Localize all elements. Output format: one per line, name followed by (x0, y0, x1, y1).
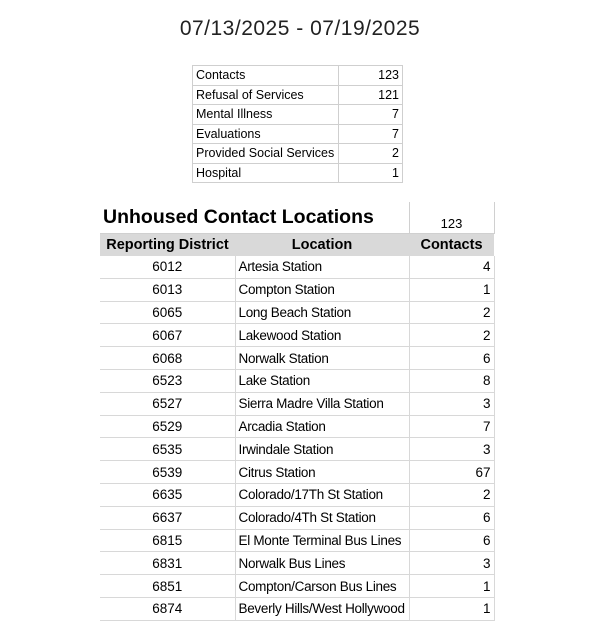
table-row (100, 347, 494, 370)
locations-table (100, 202, 495, 621)
district-cell: 6065 (100, 301, 235, 324)
contacts-cell: 3 (409, 392, 494, 415)
table-row (100, 369, 494, 392)
location-cell: Beverly Hills/West Hollywood (235, 597, 409, 620)
location-cell: Arcadia Station (235, 415, 409, 438)
location-cell: Compton Station (235, 278, 409, 301)
table-row (100, 324, 494, 347)
summary-label: Refusal of Services (193, 85, 339, 105)
table-row (100, 506, 494, 529)
summary-row (193, 85, 403, 105)
contacts-cell: 6 (409, 506, 494, 529)
district-cell: 6637 (100, 506, 235, 529)
location-cell: Citrus Station (235, 461, 409, 484)
table-row (100, 415, 494, 438)
table-row (100, 461, 494, 484)
summary-row (193, 124, 403, 144)
table-row (100, 575, 494, 598)
table-row (100, 392, 494, 415)
locations-total: 123 (409, 202, 494, 234)
locations-title-row (100, 202, 494, 234)
header-contacts: Contacts (409, 234, 494, 257)
district-cell: 6635 (100, 483, 235, 506)
district-cell: 6529 (100, 415, 235, 438)
table-row (100, 552, 494, 575)
contacts-cell: 3 (409, 552, 494, 575)
summary-value: 123 (339, 66, 403, 86)
header-location: Location (235, 234, 409, 257)
contacts-cell: 1 (409, 278, 494, 301)
locations-header-row (100, 234, 494, 257)
summary-row (193, 163, 403, 183)
district-cell: 6539 (100, 461, 235, 484)
table-row (100, 256, 494, 278)
location-cell: Sierra Madre Villa Station (235, 392, 409, 415)
table-row (100, 301, 494, 324)
district-cell: 6535 (100, 438, 235, 461)
district-cell: 6874 (100, 597, 235, 620)
location-cell: Lakewood Station (235, 324, 409, 347)
summary-label: Hospital (193, 163, 339, 183)
location-cell: Colorado/17Th St Station (235, 483, 409, 506)
location-cell: Colorado/4Th St Station (235, 506, 409, 529)
summary-row (193, 144, 403, 164)
summary-value: 2 (339, 144, 403, 164)
contacts-cell: 1 (409, 575, 494, 598)
contacts-cell: 7 (409, 415, 494, 438)
summary-row (193, 105, 403, 125)
district-cell: 6067 (100, 324, 235, 347)
summary-value: 7 (339, 105, 403, 125)
location-cell: Artesia Station (235, 256, 409, 278)
summary-label: Provided Social Services (193, 144, 339, 164)
contacts-cell: 2 (409, 324, 494, 347)
district-cell: 6527 (100, 392, 235, 415)
location-cell: Long Beach Station (235, 301, 409, 324)
table-row (100, 438, 494, 461)
contacts-cell: 2 (409, 483, 494, 506)
summary-row (193, 66, 403, 86)
location-cell: Lake Station (235, 369, 409, 392)
summary-value: 7 (339, 124, 403, 144)
header-district: Reporting District (100, 234, 235, 257)
contacts-cell: 2 (409, 301, 494, 324)
table-row (100, 483, 494, 506)
contacts-cell: 6 (409, 347, 494, 370)
location-cell: Compton/Carson Bus Lines (235, 575, 409, 598)
summary-value: 1 (339, 163, 403, 183)
district-cell: 6815 (100, 529, 235, 552)
location-cell: Norwalk Station (235, 347, 409, 370)
contacts-cell: 3 (409, 438, 494, 461)
district-cell: 6523 (100, 369, 235, 392)
summary-label: Contacts (193, 66, 339, 86)
district-cell: 6013 (100, 278, 235, 301)
contacts-cell: 8 (409, 369, 494, 392)
contacts-cell: 6 (409, 529, 494, 552)
district-cell: 6068 (100, 347, 235, 370)
summary-label: Mental Illness (193, 105, 339, 125)
locations-title: Unhoused Contact Locations (100, 202, 409, 234)
table-row (100, 529, 494, 552)
location-cell: Norwalk Bus Lines (235, 552, 409, 575)
contacts-cell: 67 (409, 461, 494, 484)
contacts-cell: 4 (409, 256, 494, 278)
table-row (100, 597, 494, 620)
district-cell: 6831 (100, 552, 235, 575)
district-cell: 6012 (100, 256, 235, 278)
location-cell: Irwindale Station (235, 438, 409, 461)
summary-table (192, 65, 403, 183)
location-cell: El Monte Terminal Bus Lines (235, 529, 409, 552)
summary-value: 121 (339, 85, 403, 105)
contacts-cell: 1 (409, 597, 494, 620)
table-row (100, 278, 494, 301)
summary-label: Evaluations (193, 124, 339, 144)
district-cell: 6851 (100, 575, 235, 598)
date-range-title: 07/13/2025 - 07/19/2025 (179, 17, 421, 40)
